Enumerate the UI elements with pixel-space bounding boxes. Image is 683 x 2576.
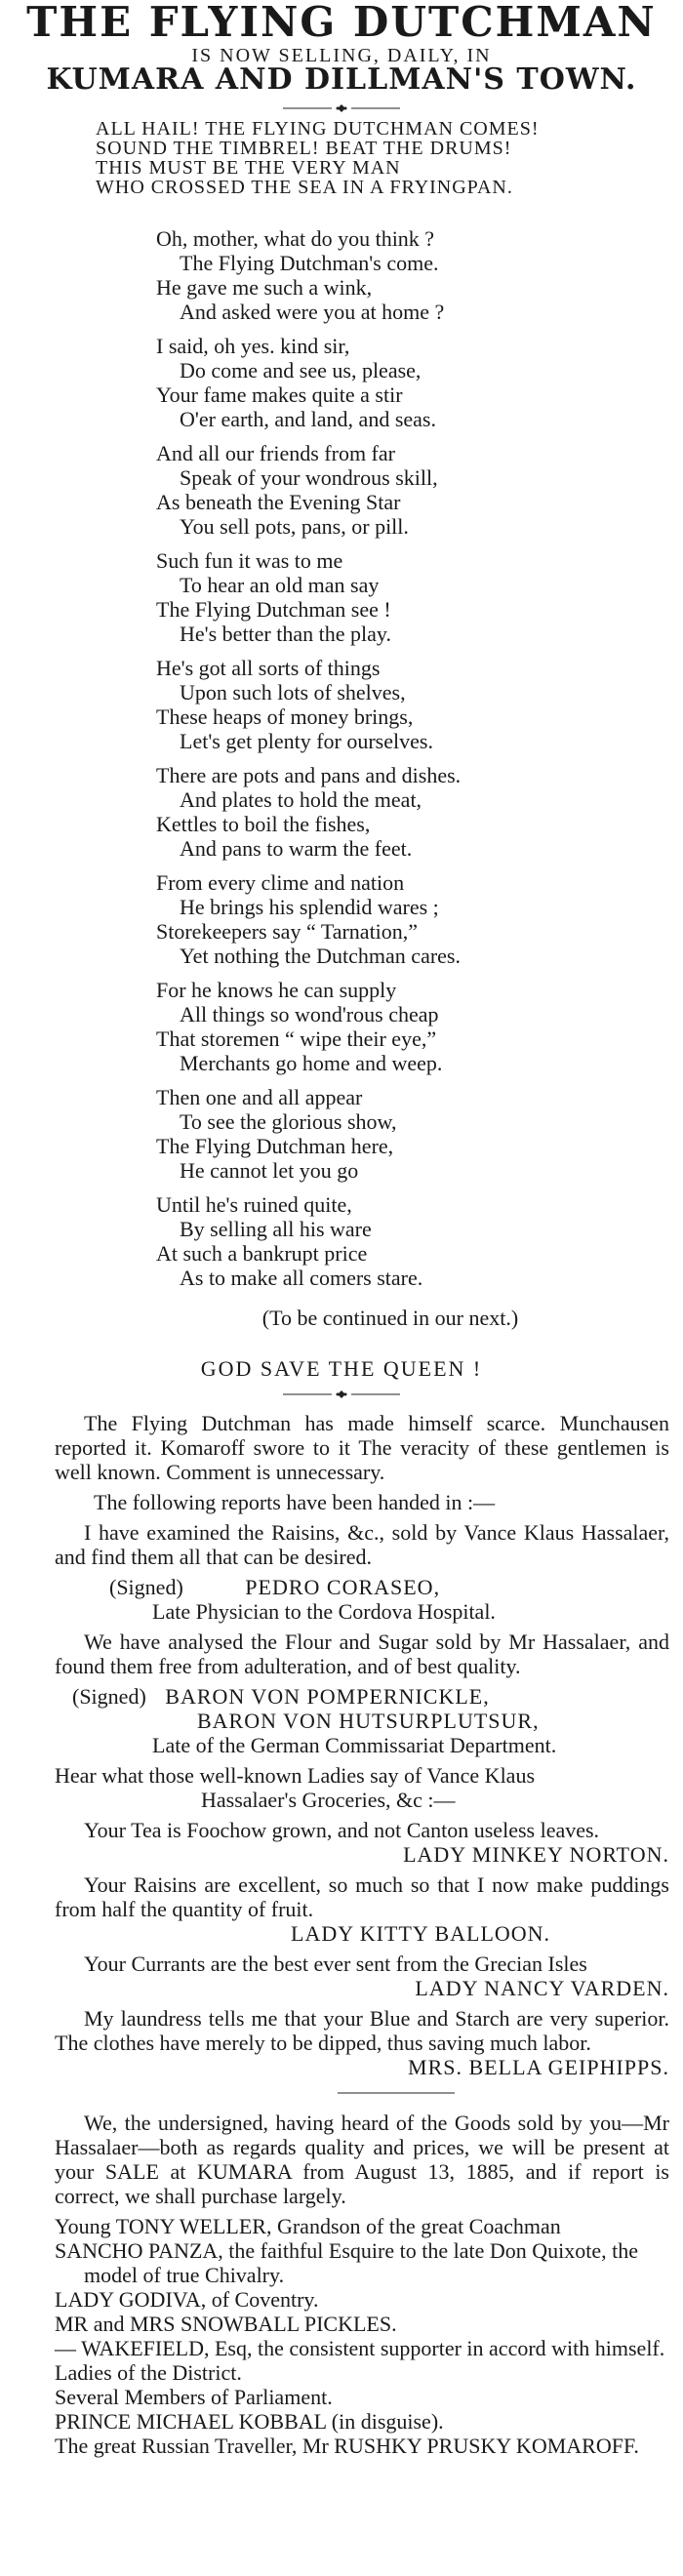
- signatory-title: Late Physician to the Cordova Hospital.: [152, 1599, 496, 1624]
- poem-stanza: [156, 763, 663, 861]
- poem-line: All things so wond'rous cheap: [180, 1002, 439, 1026]
- headline-subtitle: IS NOW SELLING, DAILY, IN: [191, 45, 492, 66]
- poem-line: He cannot let you go: [180, 1158, 359, 1183]
- paragraph: The following reports have been handed in :—: [94, 1490, 496, 1514]
- poem-line: The Flying Dutchman's come.: [180, 251, 439, 275]
- list-item: PRINCE MICHAEL KOBBAL (in disguise).: [55, 2409, 444, 2434]
- poem-line: Let's get plenty for ourselves.: [180, 729, 433, 753]
- poem-line: From every clime and nation: [156, 870, 405, 895]
- god-save-the-queen: GOD SAVE THE QUEEN !: [200, 1356, 483, 1381]
- poem-stanza: [156, 978, 663, 1075]
- poem-stanza: [156, 441, 663, 539]
- poem-line: He gave me such a wink,: [156, 275, 373, 300]
- divider-line: [55, 2091, 683, 2101]
- testimonial-signature: LADY MINKEY NORTON.: [403, 1842, 669, 1867]
- signatory-name: BARON VON HUTSURPLUTSUR,: [197, 1709, 540, 1733]
- poem-line: Such fun it was to me: [156, 548, 343, 573]
- poem-line: Then one and all appear: [156, 1085, 363, 1109]
- signatory-name: PEDRO CORASEO,: [245, 1575, 441, 1599]
- poem-line: Do come and see us, please,: [180, 358, 422, 382]
- advertisement-body: [55, 1411, 669, 2458]
- paragraph: Hassalaer's Groceries, &c :—: [201, 1788, 456, 1812]
- poem-line: The Flying Dutchman here,: [156, 1134, 394, 1158]
- poem-line: He's got all sorts of things: [156, 656, 381, 680]
- signature: [55, 1575, 669, 1599]
- poem-line: Upon such lots of shelves,: [180, 680, 406, 704]
- poem-line: That storemen “ wipe their eye,”: [156, 1026, 437, 1051]
- testimonial-signature: LADY KITTY BALLOON.: [291, 1921, 551, 1946]
- poem-stanza: [156, 548, 663, 646]
- poem-line: To hear an old man say: [180, 573, 380, 597]
- poem-line: O'er earth, and land, and seas.: [180, 407, 436, 431]
- ornamental-rule: [0, 103, 683, 113]
- poem-line: Yet nothing the Dutchman cares.: [180, 944, 461, 968]
- list-item: The great Russian Traveller, Mr RUSHKY PRUSKY KOMAROFF.: [55, 2434, 639, 2458]
- poem-line: Merchants go home and weep.: [180, 1051, 443, 1075]
- ornamental-rule: [0, 1389, 683, 1399]
- list-item: MR and MRS SNOWBALL PICKLES.: [55, 2312, 397, 2336]
- poem-line: Speak of your wondrous skill,: [180, 465, 438, 490]
- list-item: LADY GODIVA, of Coventry.: [55, 2287, 319, 2312]
- poem-line: He brings his splendid wares ;: [180, 895, 439, 919]
- headline-title: THE FLYING DUTCHMAN: [26, 0, 657, 46]
- intro-line: ALL HAIL! THE FLYING DUTCHMAN COMES!: [96, 118, 540, 140]
- poem-line: Until he's ruined quite,: [156, 1192, 352, 1217]
- poem-line: Kettles to boil the fishes,: [156, 812, 371, 836]
- poem-stanza: [156, 870, 663, 968]
- poem-line: For he knows he can supply: [156, 978, 397, 1002]
- poem-line: And all our friends from far: [156, 441, 395, 465]
- poem-line: You sell pots, pans, or pill.: [180, 514, 409, 539]
- poem-line: There are pots and pans and dishes.: [156, 763, 462, 787]
- intro-line: SOUND THE TIMBREL! BEAT THE DRUMS!: [96, 138, 512, 159]
- poem-stanza: [156, 656, 663, 753]
- list-item: SANCHO PANZA, the faithful Esquire to the late Don Quixote, the model of true Chivalry.: [55, 2238, 638, 2287]
- testimonial: Your Tea is Foochow grown, and not Canton useless leaves.: [84, 1818, 600, 1842]
- poem-stanza: [156, 1085, 663, 1183]
- signature: [55, 1684, 669, 1709]
- list-item: — WAKEFIELD, Esq, the consistent supporter in accord with himself.: [55, 2336, 665, 2360]
- poem-line: To see the glorious show,: [180, 1109, 397, 1134]
- poem-line: And plates to hold the meat,: [180, 787, 422, 812]
- intro-line: WHO CROSSED THE SEA IN A FRYINGPAN.: [96, 177, 513, 198]
- poem-line: These heaps of money brings,: [156, 704, 414, 729]
- poem-line: I said, oh yes. kind sir,: [156, 334, 350, 358]
- signatory-name: BARON VON POMPERNICKLE,: [165, 1684, 490, 1709]
- poem-line: Your fame makes quite a stir: [156, 382, 403, 407]
- poem-line: As to make all comers stare.: [180, 1266, 423, 1290]
- poem-stanza: [156, 1192, 663, 1290]
- poem: [156, 226, 663, 1300]
- testimonial: Your Raisins are excellent, so much so that I now make puddings from half the quantity of fruit.: [55, 1872, 669, 1921]
- poem-line: By selling all his ware: [180, 1217, 372, 1241]
- list-item: Several Members of Parliament.: [55, 2385, 333, 2409]
- intro-verse: [96, 119, 662, 197]
- testimonial: My laundress tells me that your Blue and Starch are very superior. The clothes have merely to be dipped, thus saving much labor.: [55, 2006, 669, 2055]
- testimonial-signature: MRS. BELLA GEIPHIPPS.: [408, 2055, 669, 2079]
- signed-label: (Signed): [109, 1575, 183, 1599]
- continued-note: (To be continued in our next.): [261, 1306, 519, 1330]
- signatory-title: Late of the German Commissariat Department.: [152, 1733, 557, 1757]
- paragraph: Hear what those well-known Ladies say of Vance Klaus: [55, 1763, 536, 1788]
- paragraph: I have examined the Raisins, &c., sold by Vance Klaus Hassalaer, and find them all that can be desired.: [55, 1520, 669, 1569]
- list-item: Young TONY WELLER, Grandson of the great Coachman: [55, 2214, 561, 2238]
- poem-stanza: [156, 226, 663, 324]
- poem-line: And asked were you at home ?: [180, 300, 445, 324]
- paragraph: We, the undersigned, having heard of the Goods sold by you—Mr Hassalaer—both as regards quality and prices, we will be present at your SALE at KUMARA from August 13, 1885, and if report is correct, we shall purchase largely.: [55, 2111, 669, 2208]
- poem-line: Oh, mother, what do you think ?: [156, 226, 435, 251]
- testimonial-signature: LADY NANCY VARDEN.: [415, 1976, 669, 2000]
- undersigned-list: [55, 2214, 669, 2458]
- headline-location: KUMARA AND DILLMAN'S TOWN.: [46, 62, 637, 97]
- testimonial: Your Currants are the best ever sent from the Grecian Isles: [84, 1952, 587, 1976]
- signed-label: (Signed): [72, 1684, 146, 1709]
- paragraph: We have analysed the Flour and Sugar sold by Mr Hassalaer, and found them free from adulteration, and of best quality.: [55, 1630, 669, 1678]
- poem-line: He's better than the play.: [180, 622, 391, 646]
- intro-line: THIS MUST BE THE VERY MAN: [96, 157, 401, 179]
- poem-line: At such a bankrupt price: [156, 1241, 368, 1266]
- poem-stanza: [156, 334, 663, 431]
- poem-line: As beneath the Evening Star: [156, 490, 401, 514]
- paragraph: The Flying Dutchman has made himself scarce. Munchausen reported it. Komaroff swore to it The veracity of these gentlemen is well known. Comment is unnecessary.: [55, 1411, 669, 1484]
- poem-line: And pans to warm the feet.: [180, 836, 413, 861]
- poem-line: The Flying Dutchman see !: [156, 597, 391, 622]
- poem-line: Storekeepers say “ Tarnation,”: [156, 919, 419, 944]
- list-item: Ladies of the District.: [55, 2360, 242, 2385]
